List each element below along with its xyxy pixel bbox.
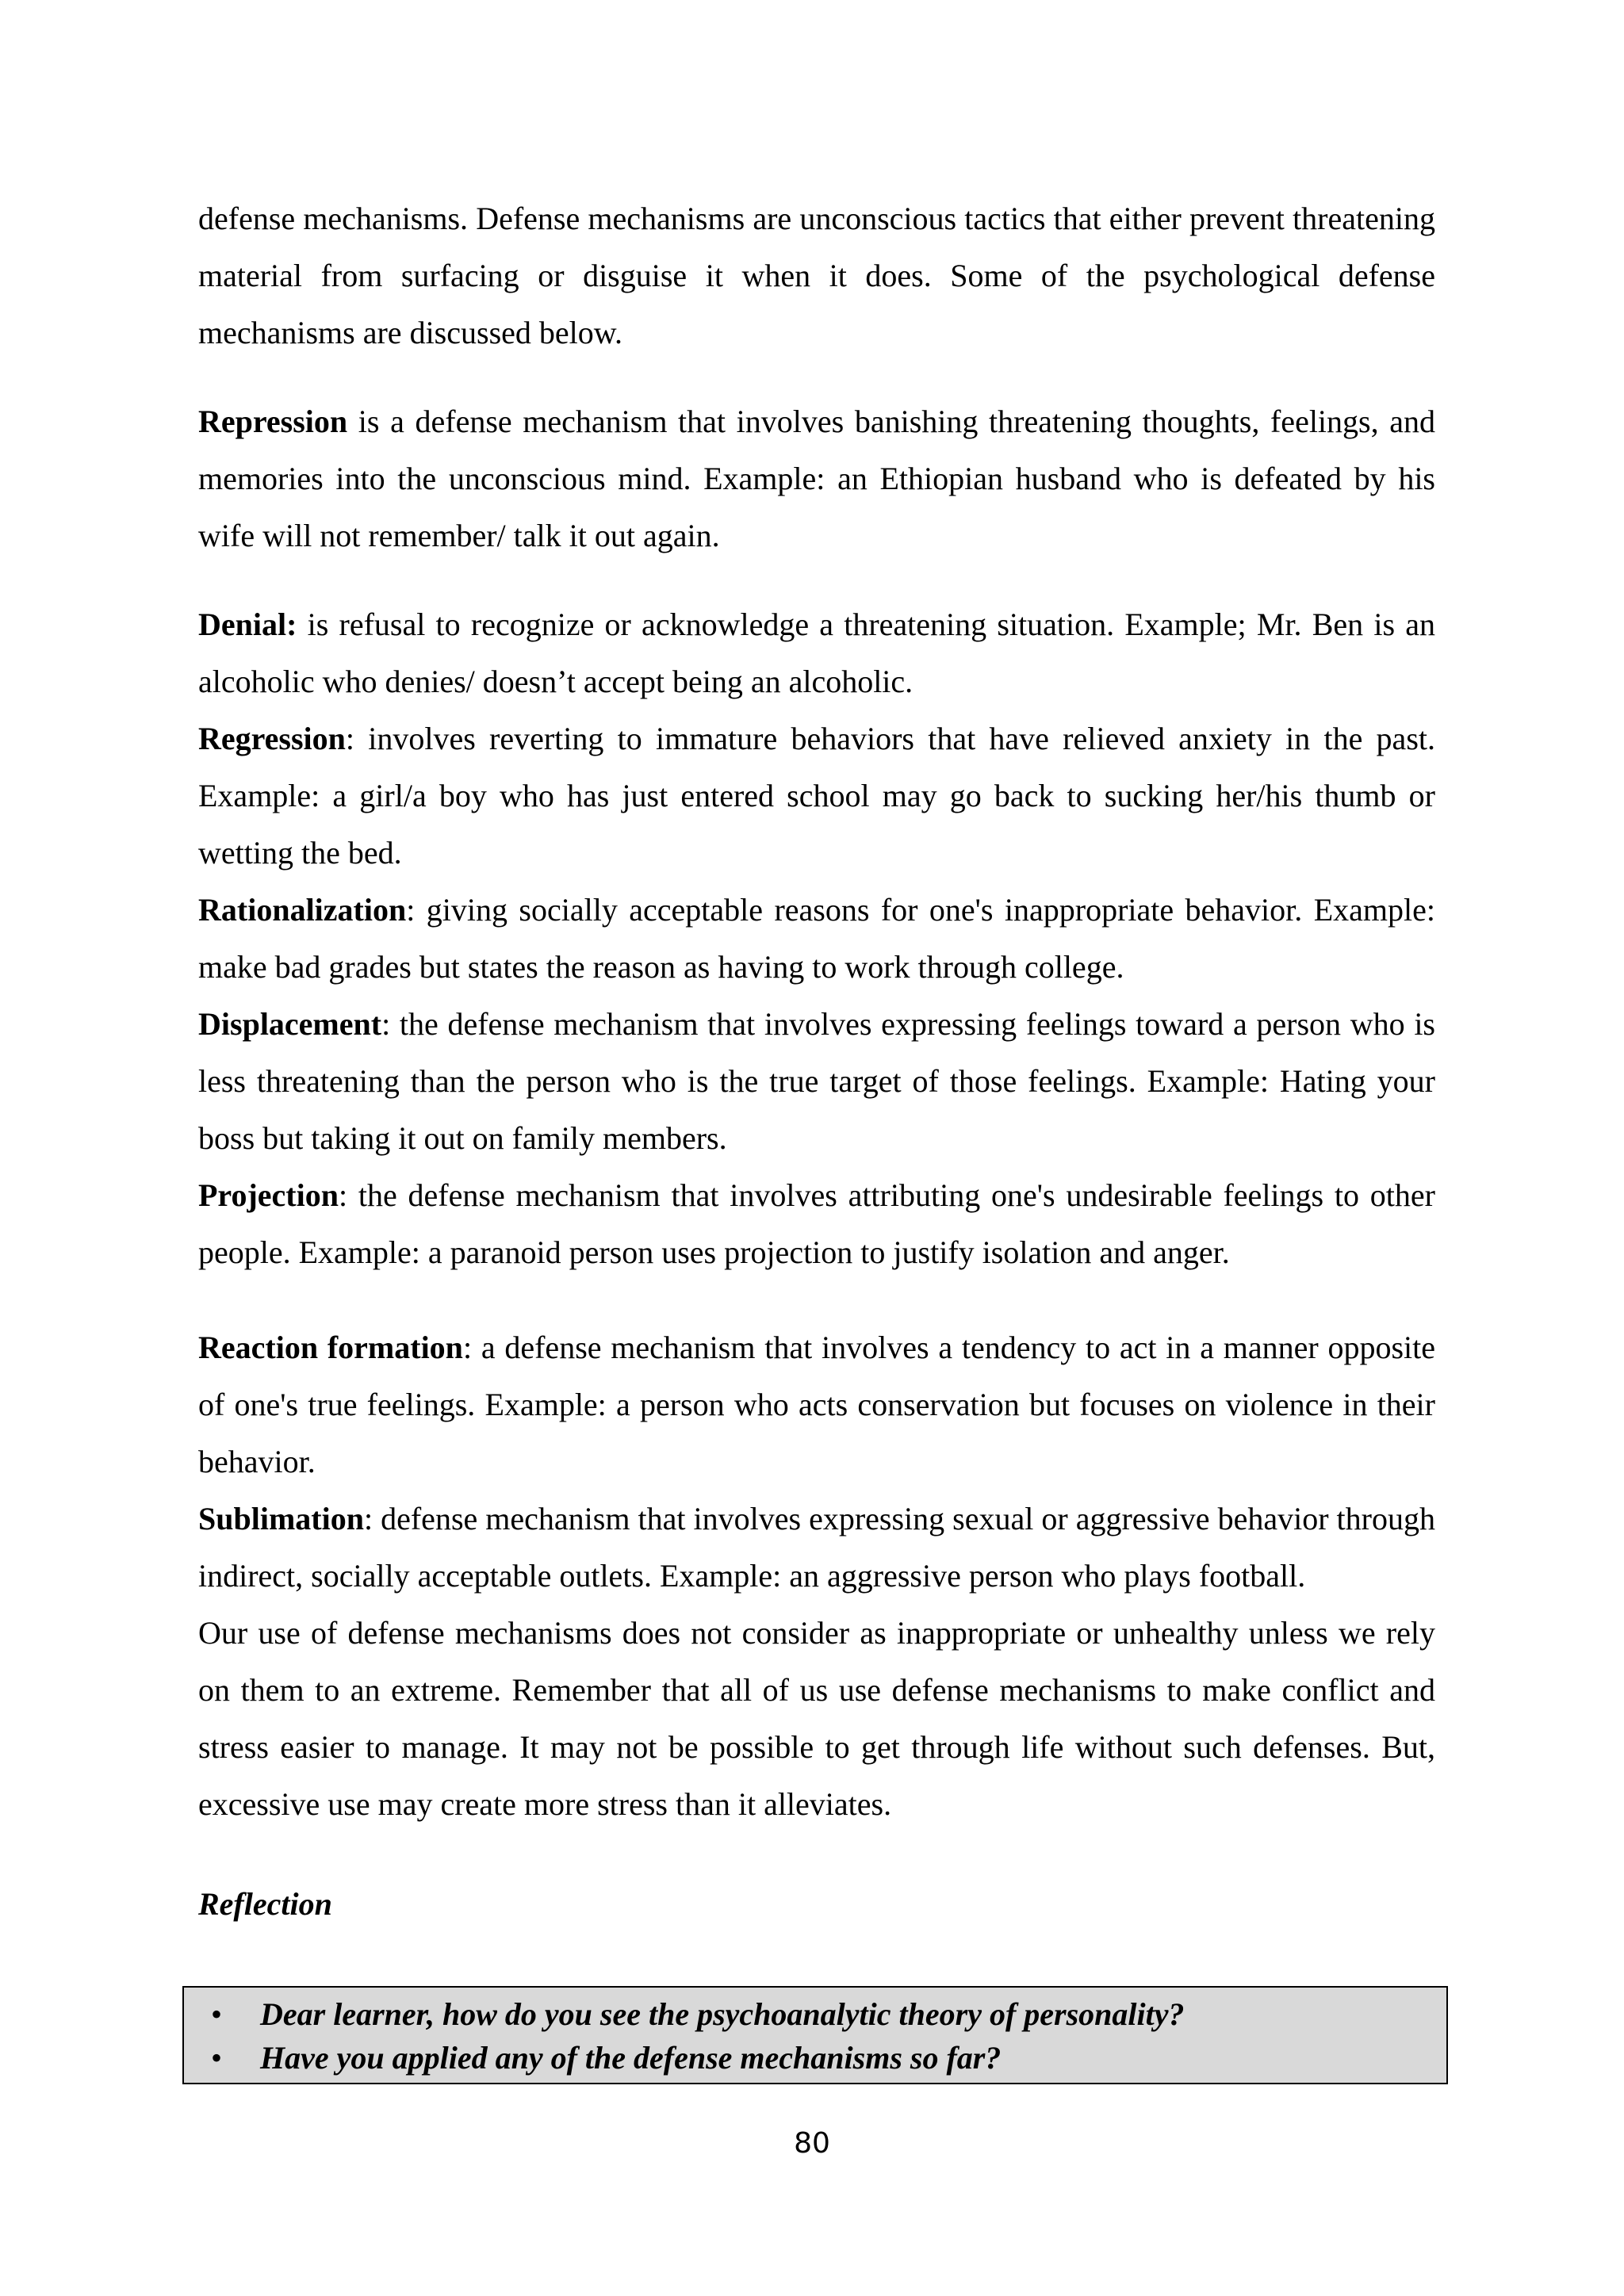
displacement-paragraph <box>198 996 1435 1167</box>
projection-paragraph <box>198 1167 1435 1281</box>
denial-text: is refusal to recognize or acknowledge a threatening situation. Example; Mr. Ben is an alcoholic who denies/ doesn’t accept being an alcoholic. <box>198 607 1435 699</box>
sublimation-text: : defense mechanism that involves expressing sexual or aggressive behavior through indirect, socially acceptable outlets. Example: an aggressive person who plays football. <box>198 1501 1435 1594</box>
reflection-question-list <box>184 1992 1446 2080</box>
repression-text: is a defense mechanism that involves banishing threatening thoughts, feelings, and memories into the unconscious mind. Example: an Ethiopian husband who is defeated by his wife will not remember/ talk it out again. <box>198 404 1435 553</box>
displacement-term: Displacement <box>198 1006 382 1042</box>
reflection-question-text: Have you applied any of the defense mechanisms so far? <box>260 2040 1002 2076</box>
reaction-formation-text: : a defense mechanism that involves a tendency to act in a manner opposite of one's true feelings. Example: a person who acts conservation but focuses on violence in their behavior. <box>198 1330 1435 1479</box>
reflection-box <box>182 1986 1448 2084</box>
page-number: 80 <box>794 2127 830 2160</box>
intro-paragraph: defense mechanisms. Defense mechanisms are unconscious tactics that either prevent threatening material from surfacing or disguise it when it does. Some of the psychological defense mechanisms are discussed below. <box>198 201 1435 350</box>
projection-text: : the defense mechanism that involves attributing one's undesirable feelings to other people. Example: a paranoid person uses projection to justify isolation and anger. <box>198 1177 1435 1270</box>
sublimation-term: Sublimation <box>198 1501 364 1536</box>
repression-term: Repression <box>198 404 348 439</box>
document-body <box>198 190 1435 1928</box>
repression-paragraph <box>198 393 1435 564</box>
regression-term: Regression <box>198 721 346 756</box>
rationalization-term: Rationalization <box>198 892 407 928</box>
conclusion-paragraph: Our use of defense mechanisms does not consider as inappropriate or unhealthy unless we rely on them to an extreme. Remember that all of us use defense mechanisms to make conflict and stress easier to manage. It may not be possible to get through life without such defenses. But, excessive use may create more stress than it alleviates. <box>198 1615 1435 1822</box>
reflection-question <box>184 2036 1446 2080</box>
bullet-icon: • <box>211 2040 223 2076</box>
bullet-icon: • <box>211 1996 223 2032</box>
displacement-text: : the defense mechanism that involves expressing feelings toward a person who is less threatening than the person who is the true target of those feelings. Example: Hating your boss but taking it out on family members. <box>198 1006 1435 1156</box>
reflection-heading: Reflection <box>198 1886 332 1922</box>
denial-term: Denial: <box>198 607 297 642</box>
reaction-formation-paragraph <box>198 1319 1435 1490</box>
denial-paragraph <box>198 596 1435 710</box>
rationalization-paragraph <box>198 882 1435 996</box>
rationalization-text: : giving socially acceptable reasons for one's inappropriate behavior. Example: make bad grades but states the reason as having to work through college. <box>198 892 1435 985</box>
projection-term: Projection <box>198 1177 339 1213</box>
regression-text: : involves reverting to immature behaviors that have relieved anxiety in the past. Example: a girl/a boy who has just entered school may go back to sucking her/his thumb or wetting the bed. <box>198 721 1435 871</box>
reflection-question-text: Dear learner, how do you see the psychoanalytic theory of personality? <box>260 1996 1185 2032</box>
regression-paragraph <box>198 710 1435 882</box>
sublimation-paragraph <box>198 1490 1435 1605</box>
reflection-question <box>184 1992 1446 2036</box>
reaction-formation-term: Reaction formation <box>198 1330 463 1365</box>
